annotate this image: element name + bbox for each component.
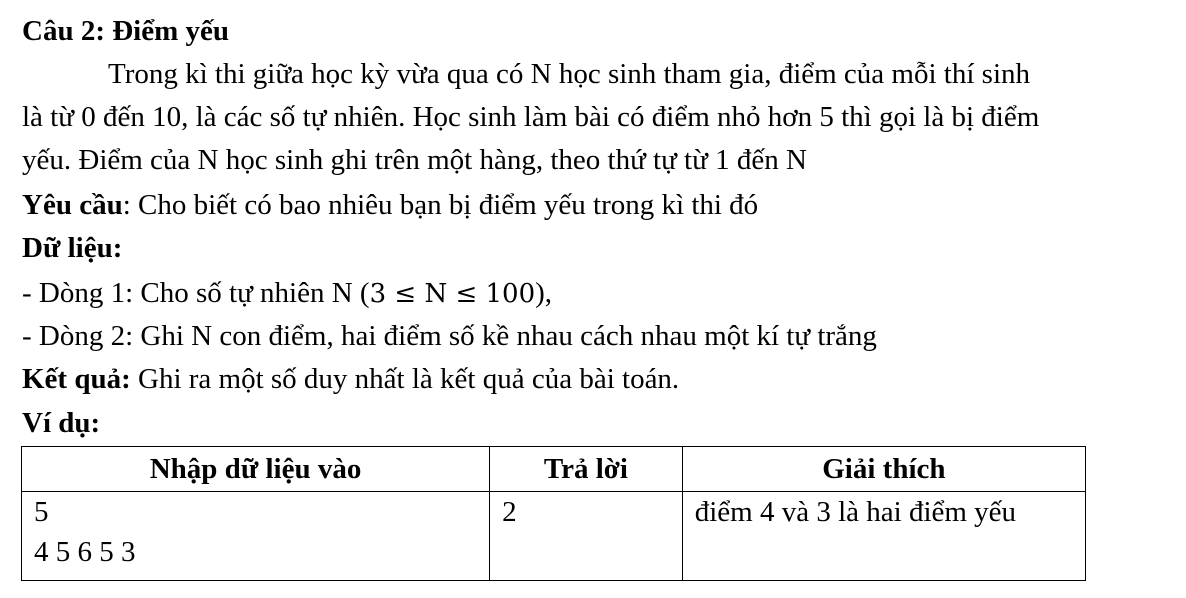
example-answer: 2 (502, 496, 517, 528)
input-line-1-text: - Dòng 1: Cho số tự nhiên N ( (22, 277, 370, 309)
example-table (21, 446, 1086, 581)
example-explanation-cell (682, 492, 1085, 581)
example-explanation: điểm 4 và 3 là hai điểm yếu (694, 496, 1017, 528)
requirement-text: : Cho biết có bao nhiêu bạn bị điểm yếu trong kì thi đó (122, 189, 759, 221)
example-input-line-2: 4 5 6 5 3 (34, 536, 136, 568)
example-input-cell (22, 492, 490, 581)
output-label: Kết quả: (22, 363, 131, 395)
output-line (22, 362, 679, 396)
intro-line-1: Trong kì thi giữa học kỳ vừa qua có N học sinh tham gia, điểm của mỗi thí sinh (108, 58, 1030, 90)
example-label: Ví dụ: (22, 407, 101, 439)
intro-line-3: yếu. Điểm của N học sinh ghi trên một hàng, theo thứ tự từ 1 đến N (22, 144, 807, 176)
example-header-row (22, 447, 1086, 492)
intro-line-2: là từ 0 đến 10, là các số tự nhiên. Học sinh làm bài có điểm nhỏ hơn 5 thì gọi là bị điểm (22, 101, 1040, 133)
problem-title: Câu 2: Điểm yếu (22, 15, 230, 47)
input-line-1-end: ), (535, 277, 553, 309)
input-line-2: - Dòng 2: Ghi N con điểm, hai điểm số kề nhau cách nhau một kí tự trắng (22, 320, 877, 352)
example-answer-cell (490, 492, 683, 581)
output-text: Ghi ra một số duy nhất là kết quả của bài toán. (130, 363, 680, 395)
n-constraint-math: 3 ≤ N ≤ 100 (369, 279, 536, 309)
header-explanation: Giải thích (682, 447, 1085, 492)
example-input-line-1: 5 (34, 496, 49, 528)
input-line-1 (22, 276, 552, 311)
header-input: Nhập dữ liệu vào (22, 447, 490, 492)
example-data-row (22, 492, 1086, 581)
input-section-label: Dữ liệu: (22, 232, 123, 264)
requirement-line (22, 188, 758, 222)
requirement-label: Yêu cầu (22, 189, 123, 221)
header-answer: Trả lời (490, 447, 683, 492)
